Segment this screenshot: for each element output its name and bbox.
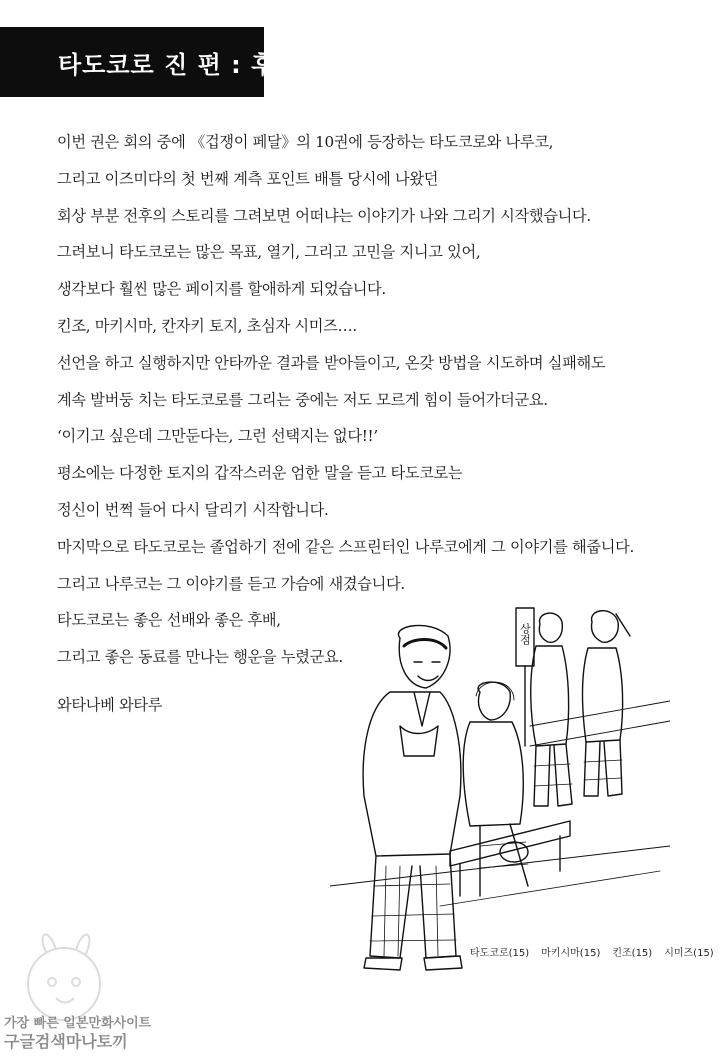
paragraph-line: 마지막으로 타도코로는 졸업하기 전에 같은 스프린터인 나루코에게 그 이야기를 해줍니다. [57,537,635,556]
watermark-text-line1: 가장 빠른 일본만화사이트 [4,1016,152,1031]
shop-sign-text: 상점 [518,623,532,645]
floor-line [440,871,660,906]
caption-tadokoro: 타도코로(15) [470,948,530,959]
caption-shimizu: 시미즈(15) [664,948,714,959]
paragraph-line: 그려보니 타도코로는 많은 목표, 열기, 그리고 고민을 지니고 있어, [57,243,481,262]
paragraph-line: ‘이기고 싶은데 그만둔다는, 그런 선택지는 없다!!’ [57,427,378,446]
paragraph-line: 선언을 하고 실행하지만 안타까운 결과를 받아들이고, 온갖 방법을 시도하며 실패해도 [57,353,606,372]
fence [530,701,670,746]
paragraph-line: 그리고 이즈미다의 첫 번째 계측 포인트 배틀 당시에 나왔던 [57,169,439,188]
paragraph-line: 이번 권은 회의 중에 《겁쟁이 페달》의 10권에 등장하는 타도코로와 나루코, [57,133,554,151]
caption-makishima: 마키시마(15) [541,948,601,959]
author-signature: 와타나베 와타루 [57,696,163,714]
afterword-body [57,124,697,676]
paragraph-line: 그리고 나루코는 그 이야기를 듣고 가슴에 새겼습니다. [57,574,405,593]
paragraph-line: 회상 부분 전후의 스토리를 그려보면 어떠냐는 이야기가 나와 그리기 시작했습니다. [57,206,591,225]
paragraph-line: 정신이 번쩍 들어 다시 달리기 시작합니다. [57,500,329,519]
watermark-text-line2: 구글검색마나토끼 [4,1032,128,1051]
character-illustration [330,596,670,996]
paragraph-line: 평소에는 다정한 토지의 갑작스러운 엄한 말을 듣고 타도코로는 [57,464,463,483]
page-title: 타도코로 진 편 : 후기 [58,50,300,79]
shimizu-figure [583,611,631,796]
paragraph-line: 계속 발버둥 치는 타도코로를 그리는 중에는 저도 모르게 힘이 들어가더군요. [57,390,548,409]
tadokoro-figure [363,625,462,970]
title-bar [0,27,300,97]
character-captions [470,944,714,959]
paragraph-line: 생각보다 훨씬 많은 페이지를 할애하게 되었습니다. [57,280,386,299]
paragraph-line: 타도코로는 좋은 선배와 좋은 후배, [57,611,281,630]
kinjo-figure [531,613,572,806]
caption-kinjo: 킨조(15) [612,948,653,959]
paragraph-line: 그리고 좋은 동료를 만나는 행운을 누렸군요. [57,648,343,667]
paragraph-line: 킨조, 마키시마, 칸자키 토지, 초심자 시미즈…. [57,316,357,335]
